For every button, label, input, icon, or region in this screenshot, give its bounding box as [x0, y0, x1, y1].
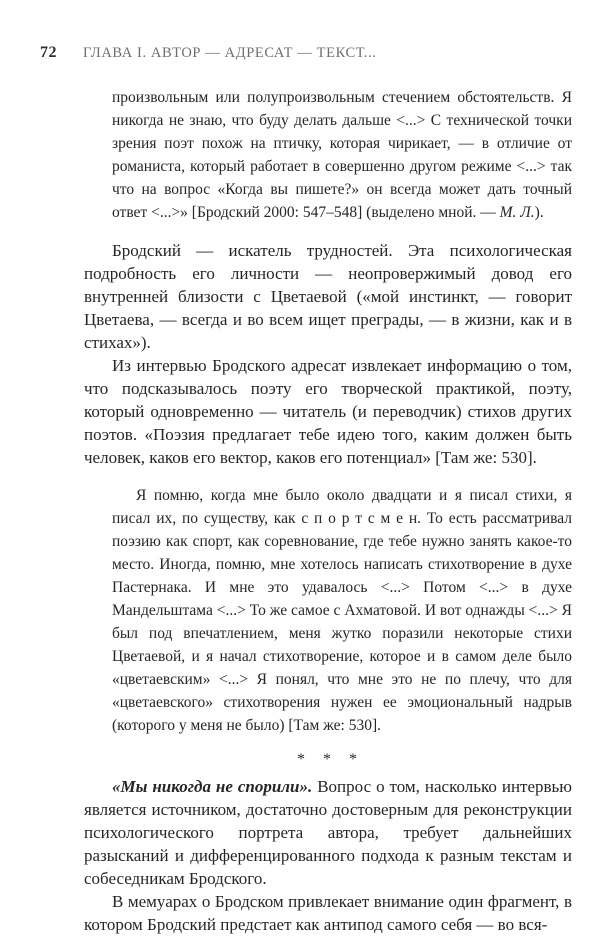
paragraph-never-argued-text: Вопрос о том, насколько интервью является источником, достаточно достоверным для реконструкции психологического портрета автора, требует дальнейших разысканий и дифференцированного подхода к разным текстам и собеседникам Бродского.	[84, 777, 573, 888]
paragraph-brodsky-seeker: Бродский — искатель трудностей. Эта психологическая подробность его личности — неопровержимый довод его внутренней близости с Цветаевой («мой инстинкт, — говорит Цветаева, — всегда и во всем ищет преграды, — в жизни, как и в стихах»).	[84, 241, 572, 352]
blockquote-interview-attribution: М. Л.	[499, 204, 535, 221]
running-title: ГЛАВА I. АВТОР — АДРЕСАТ — ТЕКСТ...	[83, 45, 377, 61]
blockquote-memory: Я помню, когда мне было около двадцати и я писал стихи, я писал их, по существу, как с п о р т с м е н. То есть рассматривал поэзию как спорт, как соревнование, где тебе нужно занять какое-то место. Иногда, помню, мне хотелось написать стихотворение в духе Пастернака. И мне это удавалось <...> Потом <...> в духе Мандельштама <...> То же самое с Ахматовой. И вот однажды <...> Я был под впечатлением, меня жутко поразили некоторые стихи Цветаевой, и я начал стихотворение, которое и в самом деле было «цветаевским» <...> Я понял, что мне это не по плечу, что для «цветаевского» стихотворения нужен ее эмоциональный надрыв (которого у меня не было) [Там же: 530].	[112, 487, 572, 734]
running-head	[40, 44, 570, 62]
paragraph-never-argued	[84, 775, 572, 890]
blockquote-interview	[112, 86, 572, 224]
page-number: 72	[40, 44, 57, 61]
paragraph-interview-info: Из интервью Бродского адресат извлекает информацию о том, что подсказывалось поэту его творческой практикой, поэту, который одновременно — читатель (и переводчик) стихов других поэтов. «Поэзия предлагает тебе идею того, каким должен быть человек, каков его вектор, каков его потенциал» [Там же: 530].	[84, 356, 572, 467]
blockquote-interview-closing: ).	[534, 204, 544, 221]
paragraph-memoirs: В мемуарах о Бродском привлекает внимание один фрагмент, в котором Бродский предстает как антипод самого себя — во вся-	[84, 892, 572, 934]
section-separator: * * *	[297, 751, 359, 768]
text-column	[84, 86, 572, 936]
paragraph-never-argued-lead: «Мы никогда не спорили».	[112, 777, 313, 796]
blockquote-interview-text: произвольным или полупроизвольным стечением обстоятельств. Я никогда не знаю, что буду делать дальше <...> С технической точки зрения поэт похож на птичку, которая чирикает, — в отличие от романиста, который работает в совершенно другом режиме <...> так что на вопрос «Когда вы пишете?» он всегда может дать точный ответ <...>» [Бродский 2000: 547–548] (выделено мной. —	[112, 89, 572, 221]
